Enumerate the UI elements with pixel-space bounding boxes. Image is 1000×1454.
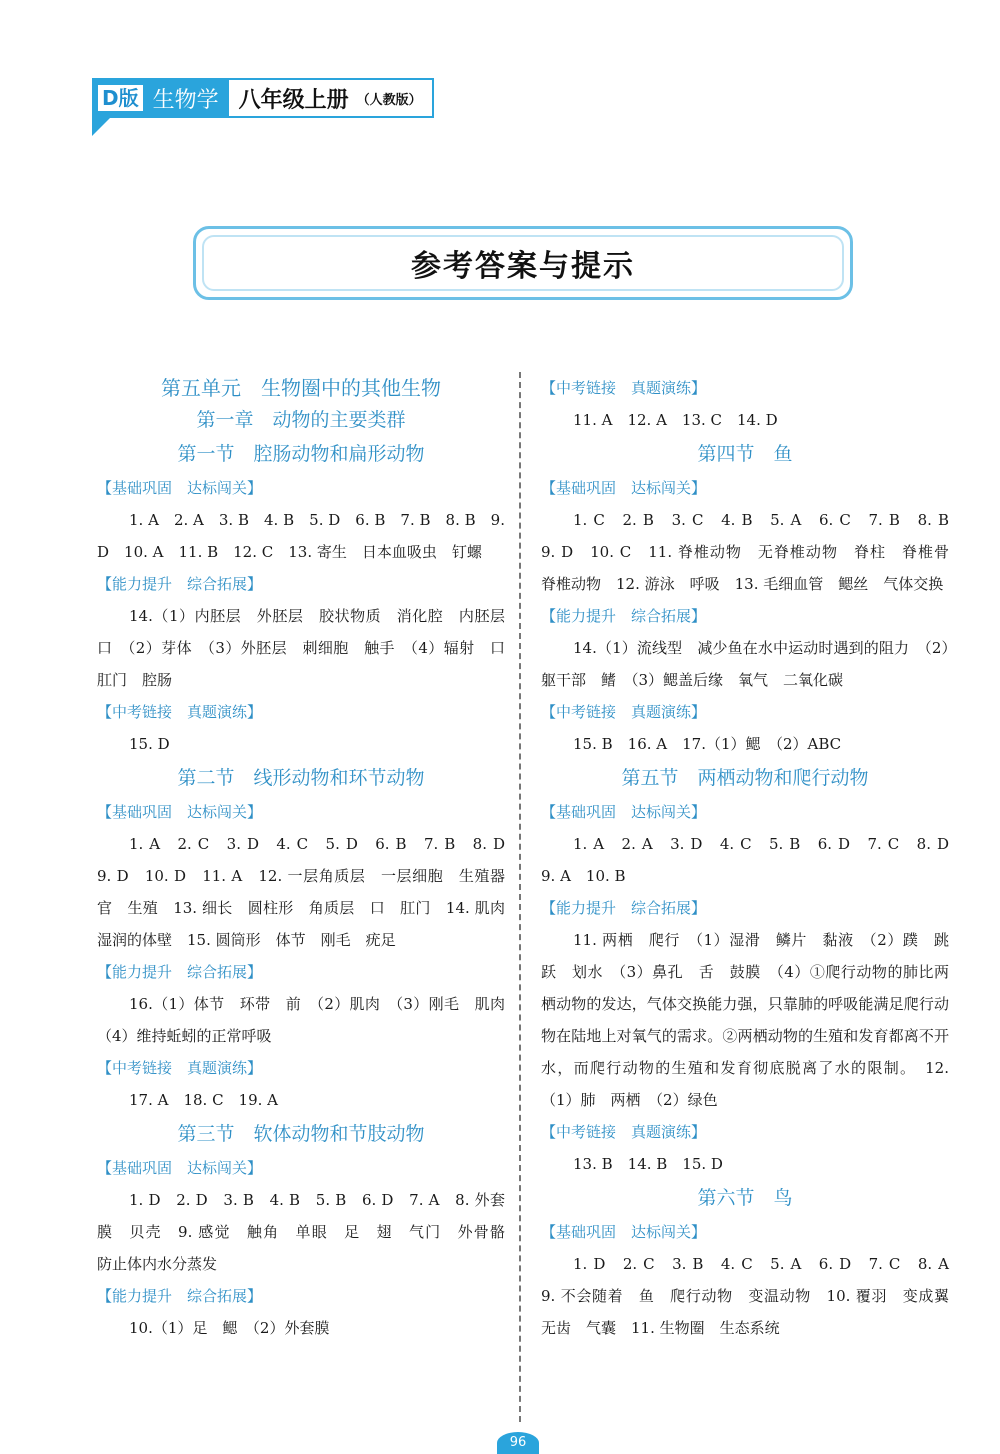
right-column: [541, 372, 965, 1344]
answer-block: 1. A 2. A 3. B 4. B 5. D 6. B 7. B 8. B 9. D 10. A 11. B 12. C 13. 寄生 日本血吸虫 钉螺: [97, 511, 505, 561]
left-column: [97, 372, 521, 1344]
section-tag: 【能力提升 综合拓展】: [97, 1287, 263, 1305]
section-title: 第二节 线形动物和环节动物: [177, 767, 425, 789]
section-title: 第六节 鸟: [697, 1187, 793, 1209]
section-tag: 【基础巩固 达标闯关】: [541, 479, 707, 497]
answer-block: 1. A 2. C 3. D 4. C 5. D 6. B 7. B 8. D 9. D 10. D 11. A 12. 一层角质层 一层细胞 生殖器官 生殖 13. 细长 圆柱形 角质层 口 肛门 14. 肌肉 湿润的体壁 15. 圆筒形 体节 刚毛 疣足: [97, 835, 521, 949]
section-tag: 【基础巩固 达标闯关】: [97, 479, 263, 497]
answer-block: 10.（1）足 鳃 （2）外套膜: [129, 1319, 330, 1337]
section-title: 第三节 软体动物和节肢动物: [177, 1123, 425, 1145]
column-divider: [519, 372, 521, 1422]
answer-block: 17. A 18. C 19. A: [129, 1091, 279, 1109]
page-number: 96: [497, 1432, 539, 1454]
section-title: 第四节 鱼: [697, 443, 793, 465]
answer-block: 1. A 2. A 3. D 4. C 5. B 6. D 7. C 8. D 9. A 10. B: [541, 835, 965, 885]
unit-title: 第五单元 生物圈中的其他生物: [161, 376, 441, 400]
title-box: [193, 226, 853, 300]
subject-label: 生物学: [152, 87, 219, 113]
section-tag: 【能力提升 综合拓展】: [97, 575, 263, 593]
answer-block: 1. C 2. B 3. C 4. B 5. A 6. C 7. B 8. B 9. D 10. C 11. 脊椎动物 无脊椎动物 脊柱 脊椎骨 脊椎动物 12. 游泳 呼吸 13. 毛细血管 鳃丝 气体交换: [541, 511, 965, 593]
answer-block: 11. A 12. A 13. C 14. D: [573, 411, 778, 429]
section-title: 第一节 腔肠动物和扁形动物: [177, 443, 425, 465]
answer-block: 14.（1）内胚层 外胚层 胶状物质 消化腔 内胚层 口 （2）芽体 （3）外胚层 刺细胞 触手 （4）辐射 口 肛门 腔肠: [97, 607, 521, 689]
chapter-title: 第一章 动物的主要类群: [196, 409, 406, 431]
section-tag: 【中考链接 真题演练】: [541, 1123, 707, 1141]
section-tag: 【能力提升 综合拓展】: [97, 963, 263, 981]
section-tag: 【基础巩固 达标闯关】: [541, 1223, 707, 1241]
header-white-block: [229, 78, 434, 118]
answer-block: 15. B 16. A 17.（1）鳃 （2）ABC: [573, 735, 842, 753]
answer-block: 13. B 14. B 15. D: [573, 1155, 723, 1173]
edition-badge: D版: [98, 85, 143, 111]
section-tag: 【中考链接 真题演练】: [97, 1059, 263, 1077]
section-title: 第五节 两栖动物和爬行动物: [621, 767, 869, 789]
header-tail-decoration: [92, 118, 110, 136]
page-title: 参考答案与提示: [202, 235, 844, 291]
section-tag: 【能力提升 综合拓展】: [541, 607, 707, 625]
book-header: [92, 78, 434, 118]
answer-block: 1. D 2. C 3. B 4. C 5. A 6. D 7. C 8. A 9. 不会随着 鱼 爬行动物 变温动物 10. 覆羽 变成翼 无齿 气囊 11. 生物圈 生态系统: [541, 1255, 965, 1337]
header-blue-block: [92, 78, 229, 118]
answer-block: 14.（1）流线型 减少鱼在水中运动时遇到的阻力 （2）躯干部 鳍 （3）鳃盖后缘 氧气 二氧化碳: [541, 639, 949, 689]
section-tag: 【中考链接 真题演练】: [541, 703, 707, 721]
answer-block: 11. 两栖 爬行 （1）湿滑 鳞片 黏液 （2）蹼 跳跃 划水 （3）鼻孔 舌 鼓膜 （4）①爬行动物的肺比两栖动物的发达，气体交换能力强，只靠肺的呼吸能满足爬行动物在陆地上对氧气的需求。②两栖动物的生殖和发育都离不开水，而爬行动物的生殖和发育彻底脱离了水的限制。 12.（1）肺 两栖 （2）绿色: [541, 931, 949, 1109]
section-tag: 【能力提升 综合拓展】: [541, 899, 707, 917]
section-tag: 【基础巩固 达标闯关】: [97, 1159, 263, 1177]
grade-label: 八年级上册: [238, 87, 349, 113]
answer-block: 15. D: [129, 735, 170, 753]
answer-block: 16.（1）体节 环带 前 （2）肌肉 （3）刚毛 肌肉 （4）维持蚯蚓的正常呼吸: [97, 995, 521, 1045]
section-tag: 【基础巩固 达标闯关】: [97, 803, 263, 821]
section-tag: 【基础巩固 达标闯关】: [541, 803, 707, 821]
answer-block: 1. D 2. D 3. B 4. B 5. B 6. D 7. A 8. 外套膜 贝壳 9. 感觉 触角 单眼 足 翅 气门 外骨骼 防止体内水分蒸发: [97, 1191, 521, 1273]
publisher-label: （人教版）: [356, 92, 422, 108]
section-tag: 【中考链接 真题演练】: [97, 703, 263, 721]
section-tag: 【中考链接 真题演练】: [541, 379, 707, 397]
